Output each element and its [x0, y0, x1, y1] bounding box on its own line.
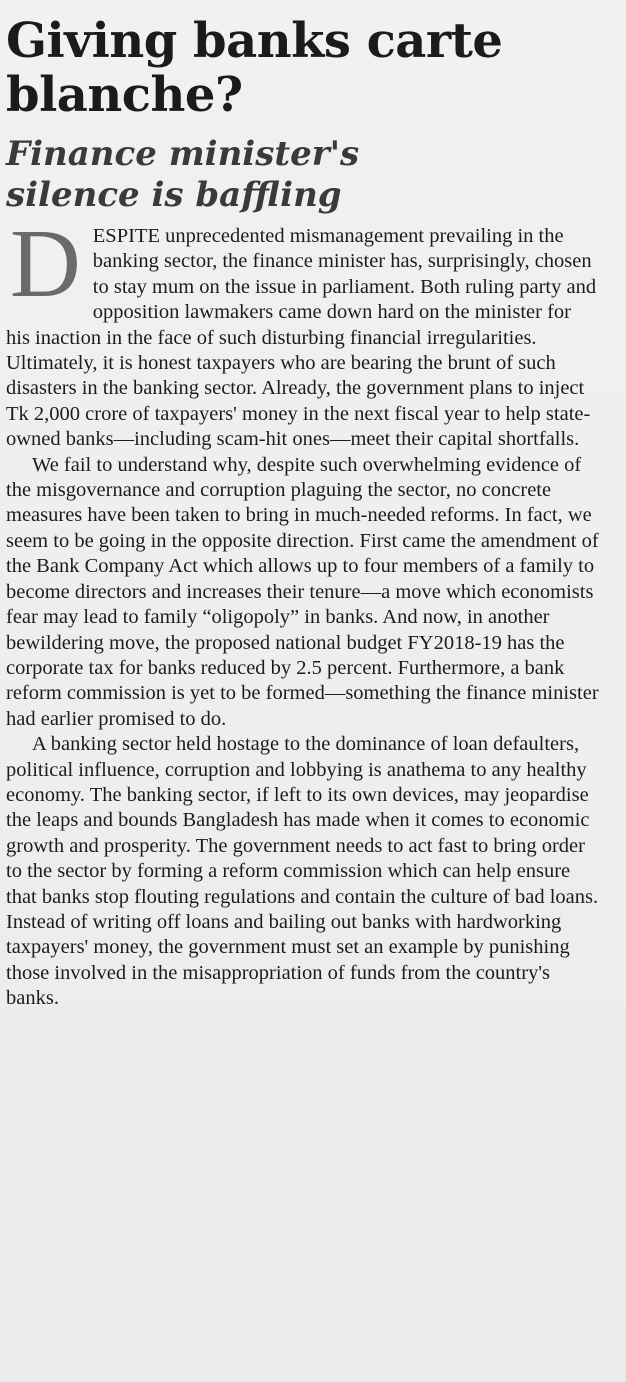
- article-body: [6, 210, 600, 1012]
- paragraph-3: A banking sector held hostage to the dominance of loan defaulters, political influence, corruption and lobbying is anathema to any healthy economy. The banking sector, if left to its own devices, may jeopardise the leaps and bounds Bangladesh has made when it comes to economic growth and prosperity. The government needs to act fast to bring order to the sector by forming a reform commission which can help ensure that banks stop flouting regulations and contain the culture of bad loans. Instead of writing off loans and bailing out banks with hardworking taxpayers' money, the government must set an example by punishing those involved in the misappropriation of funds from the country's banks.: [6, 733, 599, 1010]
- headline: Giving banks carte blanche?: [6, 13, 503, 123]
- paragraph-2: We fail to understand why, despite such overwhelming evidence of the misgovernance and corruption plaguing the sector, no concrete measures have been taken to bring in much-needed reforms. In fact, we seem to be going in the opposite direction. First came the amendment of the Bank Company Act which allows up to four members of a family to become directors and increases their tenure—a move which economists fear may lead to family “oligopoly” in banks. And now, in another bewildering move, the proposed national budget FY2018-19 has the corporate tax for banks reduced by 2.5 percent. Furthermore, a bank reform commission is yet to be formed—something the finance minister had earlier promised to do.: [6, 453, 599, 730]
- paragraph-1: [6, 210, 600, 453]
- paragraph-1-text: ESPITE unprecedented mismanagement prevailing in the banking sector, the finance minister has, surprisingly, chosen to stay mum on the issue in parliament. Both ruling party and opposition lawmakers came down hard on the minister for his inaction in the face of such disturbing financial irregularities. Ultimately, it is honest taxpayers who are bearing the brunt of such disasters in the banking sector. Already, the government plans to inject Tk 2,000 crore of taxpayers' money in the next fiscal year to help state-owned banks—including scam-hit ones—meet their capital shortfalls.: [6, 225, 597, 451]
- drop-cap: D: [10, 210, 81, 318]
- subheadline: Finance minister's silence is baffling: [6, 134, 360, 215]
